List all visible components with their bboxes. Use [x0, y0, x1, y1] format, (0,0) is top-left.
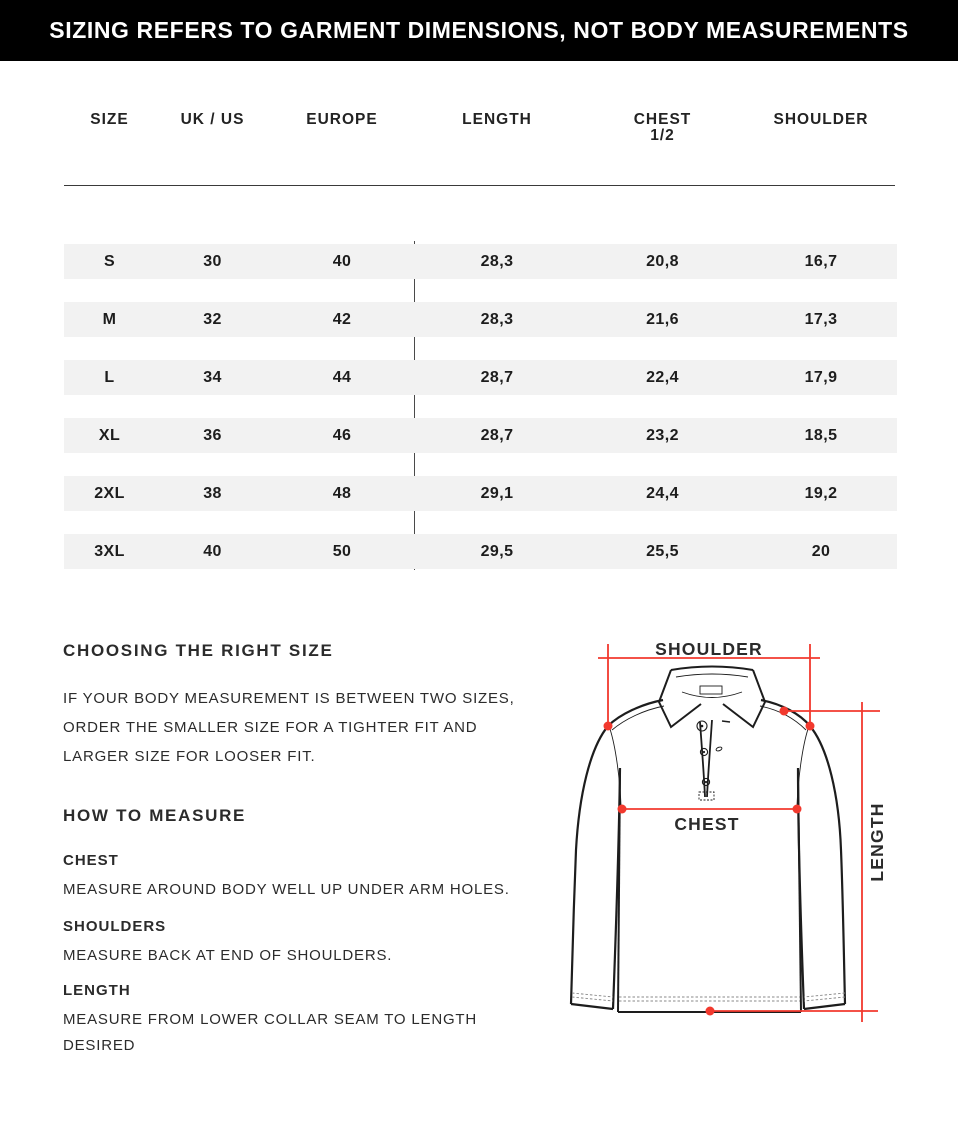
- banner-text: SIZING REFERS TO GARMENT DIMENSIONS, NOT BODY MEASUREMENTS: [49, 17, 909, 43]
- cell-europe: 40: [332, 252, 352, 270]
- cell-europe: 42: [332, 310, 352, 328]
- cell-europe: 48: [332, 484, 352, 502]
- cell-chest-half: 22,4: [646, 368, 679, 386]
- column-header-europe: EUROPE: [306, 111, 378, 128]
- column-header-chest-half: [580, 112, 745, 144]
- header-divider-line: [64, 185, 895, 186]
- cell-uk-us: 34: [203, 368, 222, 386]
- cell-shoulder: 17,9: [804, 368, 838, 386]
- diagram-length-label: LENGTH: [867, 802, 887, 882]
- diagram-shoulder-label: SHOULDER: [655, 639, 763, 659]
- cell-chest-half: 21,6: [646, 310, 679, 328]
- column-header-uk-us: UK / US: [180, 111, 245, 128]
- column-header-length: LENGTH: [462, 111, 532, 128]
- measure-shoulders-text: MEASURE BACK AT END OF SHOULDERS.: [63, 947, 393, 964]
- cell-shoulder: 17,3: [804, 310, 838, 328]
- measure-length-text: [63, 1007, 477, 1059]
- column-header-shoulder: SHOULDER: [773, 111, 869, 128]
- cell-size: S: [103, 252, 116, 270]
- cell-uk-us: 36: [203, 426, 222, 444]
- choosing-size-heading: CHOOSING THE RIGHT SIZE: [63, 641, 334, 660]
- cell-uk-us: 38: [203, 484, 222, 502]
- cell-length: 28,7: [480, 368, 514, 386]
- shirt-measurement-diagram: [540, 632, 958, 1032]
- cell-size: 2XL: [94, 484, 125, 502]
- table-vertical-divider: [414, 241, 415, 570]
- top-banner: [0, 0, 958, 61]
- cell-shoulder: 20: [811, 542, 831, 560]
- paragraph-line: DESIRED: [63, 1037, 136, 1054]
- paragraph-line: ORDER THE SMALLER SIZE FOR A TIGHTER FIT AND: [63, 719, 478, 736]
- cell-chest-half: 23,2: [646, 426, 679, 444]
- cell-length: 28,3: [480, 252, 514, 270]
- size-table-header: [64, 112, 897, 144]
- chest-header-sub: 1/2: [650, 127, 675, 144]
- cell-shoulder: 18,5: [804, 426, 838, 444]
- cell-length: 28,3: [480, 310, 514, 328]
- cell-length: 29,1: [480, 484, 514, 502]
- measure-chest-label: CHEST: [63, 852, 119, 869]
- paragraph-line: MEASURE FROM LOWER COLLAR SEAM TO LENGTH: [63, 1011, 478, 1028]
- cell-europe: 44: [332, 368, 352, 386]
- paragraph-line: LARGER SIZE FOR LOOSER FIT.: [63, 748, 316, 765]
- paragraph-line: IF YOUR BODY MEASUREMENT IS BETWEEN TWO SIZES,: [63, 690, 515, 707]
- table-row: [64, 360, 897, 395]
- cell-size: XL: [98, 426, 121, 444]
- column-header-size: SIZE: [90, 111, 129, 128]
- cell-length: 29,5: [480, 542, 514, 560]
- table-row: [64, 534, 897, 569]
- cell-shoulder: 16,7: [804, 252, 838, 270]
- cell-size: L: [104, 368, 115, 386]
- measure-chest-text: MEASURE AROUND BODY WELL UP UNDER ARM HOLES.: [63, 881, 510, 898]
- cell-length: 28,7: [480, 426, 514, 444]
- table-row: [64, 418, 897, 453]
- choosing-size-paragraph: [63, 684, 515, 771]
- cell-europe: 50: [332, 542, 352, 560]
- cell-europe: 46: [332, 426, 352, 444]
- table-row: [64, 476, 897, 511]
- cell-uk-us: 30: [203, 252, 222, 270]
- diagram-chest-label: CHEST: [674, 814, 740, 834]
- cell-chest-half: 25,5: [646, 542, 679, 560]
- measure-length-label: LENGTH: [63, 982, 131, 999]
- measure-shoulders-label: SHOULDERS: [63, 918, 167, 935]
- cell-uk-us: 32: [203, 310, 222, 328]
- cell-chest-half: 24,4: [646, 484, 679, 502]
- shirt-outline: [571, 667, 845, 1013]
- table-row: [64, 302, 897, 337]
- cell-size: 3XL: [94, 542, 125, 560]
- cell-shoulder: 19,2: [804, 484, 838, 502]
- cell-chest-half: 20,8: [646, 252, 679, 270]
- how-to-measure-heading: HOW TO MEASURE: [63, 806, 247, 825]
- cell-uk-us: 40: [203, 542, 222, 560]
- table-row: [64, 244, 897, 279]
- chest-header-main: CHEST: [633, 111, 692, 128]
- cell-size: M: [102, 310, 117, 328]
